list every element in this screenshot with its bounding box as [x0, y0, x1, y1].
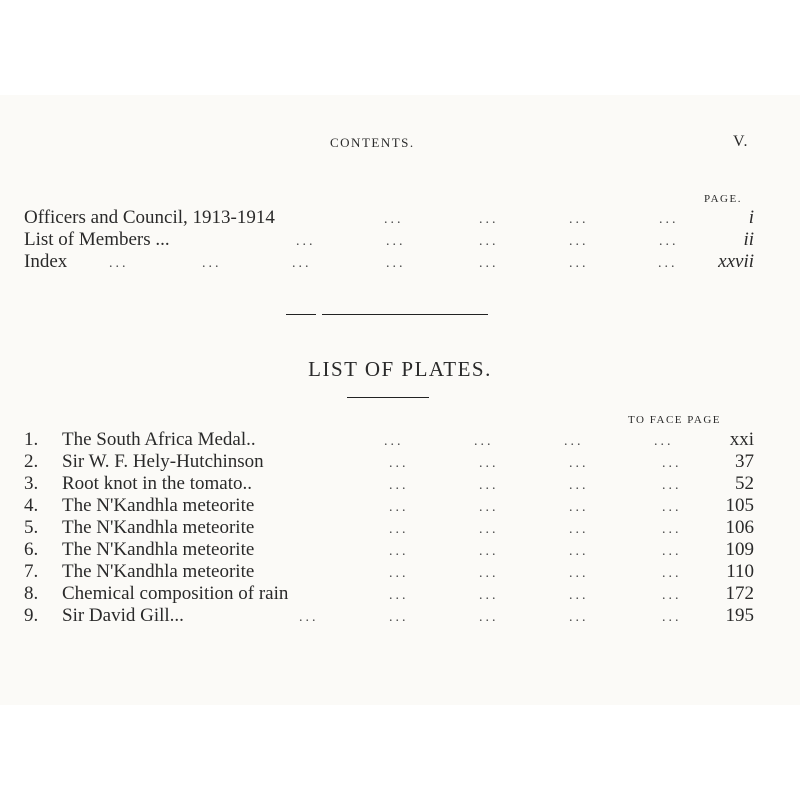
contents-entry: Index ... ... ... ... ... ... ... xxvii: [24, 251, 754, 272]
page-folio: V.: [733, 133, 749, 150]
contents-entry-label: Index: [24, 251, 68, 272]
plate-page: 106: [725, 517, 754, 538]
plate-page: 109: [725, 539, 754, 560]
contents-entry: List of Members ... ... ... ... ... ... ii: [24, 229, 754, 250]
contents-entry: Officers and Council, 1913-1914 ... ... ... ... i: [24, 207, 754, 228]
plates-title: LIST OF PLATES.: [308, 357, 492, 381]
plate-page: 110: [726, 561, 754, 582]
plate-number: 4.: [24, 495, 39, 516]
plate-entry: 7. The N'Kandhla meteorite ... ... ... ... 110: [24, 561, 754, 582]
contents-entry-page: i: [748, 207, 754, 228]
plate-entry: 4. The N'Kandhla meteorite ... ... ... ... 105: [24, 495, 754, 516]
plate-number: 9.: [24, 605, 39, 626]
section-rule-long: [322, 314, 488, 315]
plates-title-rule: [347, 397, 429, 398]
plate-page: 52: [735, 473, 754, 494]
plate-entry: 8. Chemical composition of rain ... ... ... ... 172: [24, 583, 754, 604]
section-rule-short: [286, 314, 316, 315]
plate-page: 195: [725, 605, 754, 626]
plate-entry: 2. Sir W. F. Hely-Hutchinson ... ... ... ... 37: [24, 451, 754, 472]
plate-page: xxi: [729, 429, 754, 450]
book-page: [0, 95, 800, 705]
plates-page-column-heading: TO FACE PAGE: [628, 414, 721, 426]
plate-title: Sir W. F. Hely-Hutchinson: [62, 451, 264, 472]
plate-page: 37: [735, 451, 754, 472]
plate-title: The N'Kandhla meteorite: [62, 517, 255, 538]
contents-entry-page: ii: [743, 229, 754, 250]
plate-entry: 6. The N'Kandhla meteorite ... ... ... ... 109: [24, 539, 754, 560]
plate-page: 105: [725, 495, 754, 516]
plate-title: The South Africa Medal..: [62, 429, 256, 450]
plate-title: Sir David Gill...: [62, 605, 184, 626]
plate-entry: 1. The South Africa Medal.. ... ... ... ... xxi: [24, 429, 754, 450]
plate-number: 2.: [24, 451, 39, 472]
plate-title: The N'Kandhla meteorite: [62, 561, 255, 582]
plate-entry: 9. Sir David Gill... ... ... ... ... ... 195: [24, 605, 754, 626]
plate-title: Chemical composition of rain: [62, 583, 289, 604]
plate-number: 8.: [24, 583, 39, 604]
plate-entry: 3. Root knot in the tomato.. ... ... ... ... 52: [24, 473, 754, 494]
contents-entry-label: Officers and Council, 1913-1914: [24, 207, 275, 228]
plate-entry: 5. The N'Kandhla meteorite ... ... ... ... 106: [24, 517, 754, 538]
contents-entry-page: xxvii: [718, 251, 754, 272]
plate-number: 6.: [24, 539, 39, 560]
plate-title: The N'Kandhla meteorite: [62, 539, 255, 560]
plate-number: 5.: [24, 517, 39, 538]
plate-number: 1.: [24, 429, 39, 450]
plate-number: 3.: [24, 473, 39, 494]
plate-title: The N'Kandhla meteorite: [62, 495, 255, 516]
plate-page: 172: [725, 583, 754, 604]
running-title: CONTENTS.: [330, 135, 415, 150]
contents-entry-label: List of Members ...: [24, 229, 170, 250]
contents-page-column-heading: PAGE.: [704, 193, 742, 205]
plate-title: Root knot in the tomato..: [62, 473, 252, 494]
plate-number: 7.: [24, 561, 39, 582]
